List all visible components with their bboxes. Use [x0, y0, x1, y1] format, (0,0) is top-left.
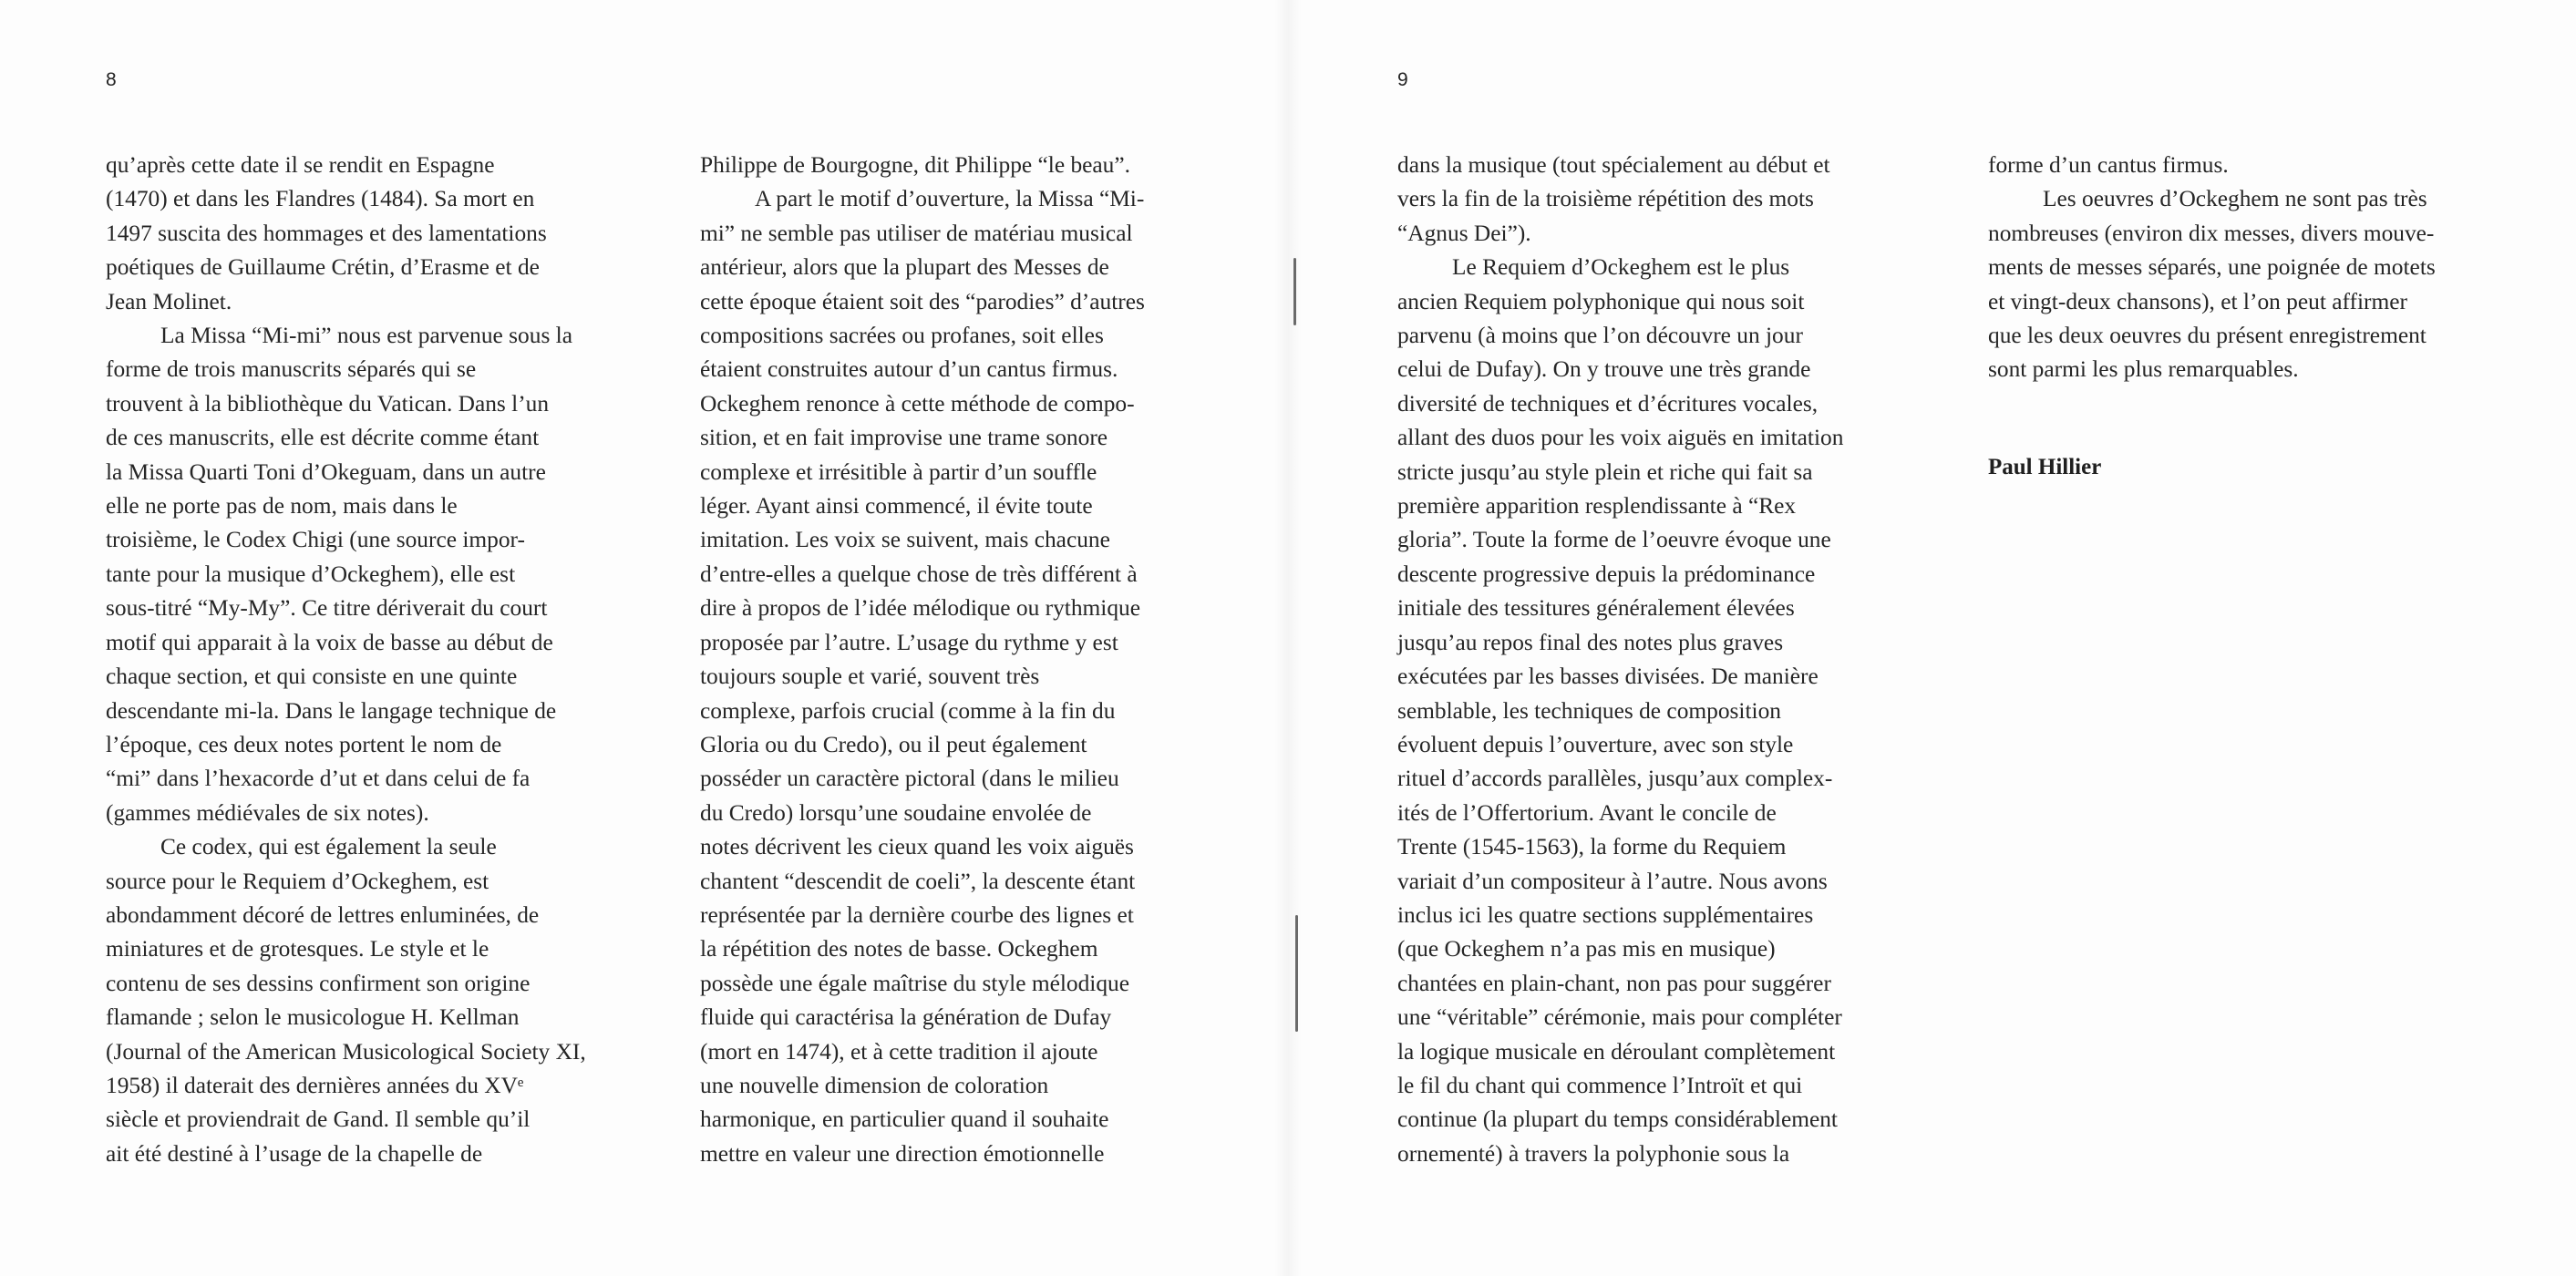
text-line: sous-titré “My-My”. Ce titre dériverait du court	[106, 595, 548, 622]
text-line: mettre en valeur une direction émotionnelle	[700, 1140, 1105, 1167]
text-line: du Credo) lorsqu’une soudaine envolée de	[700, 799, 1092, 826]
text-line: complexe, parfois crucial (comme à la fin du	[700, 697, 1116, 724]
text-line: Jean Molinet.	[106, 288, 232, 314]
staple-mark-upper	[1293, 258, 1296, 325]
text-line: descente progressive depuis la prédominance	[1397, 561, 1816, 587]
text-line: Gloria ou du Credo), ou il peut également	[700, 731, 1087, 757]
text-line: notes décrivent les cieux quand les voix aiguës	[700, 834, 1134, 860]
text-line: possède une égale maîtrise du style mélodique	[700, 970, 1130, 996]
text-line: descendante mi-la. Dans le langage technique de	[106, 697, 557, 724]
left-page-column-1	[106, 149, 616, 1171]
text-line: étaient construites autour d’un cantus firmus.	[700, 356, 1118, 383]
page-number-right: 9	[1397, 69, 1408, 90]
text-line: ments de messes séparés, une poignée de motets	[1988, 254, 2436, 281]
text-line: de ces manuscrits, elle est décrite comme étant	[106, 425, 540, 451]
text-line: tante pour la musique d’Ockeghem), elle est	[106, 561, 516, 587]
staple-mark-lower	[1295, 915, 1298, 1032]
text-line: source pour le Requiem d’Ockeghem, est	[106, 868, 489, 894]
text-line: mi” ne semble pas utiliser de matériau musical	[700, 220, 1133, 246]
text-line: toujours souple et varié, souvent très	[700, 664, 1040, 690]
text-line: troisième, le Codex Chigi (une source impor-	[106, 527, 525, 553]
text-line: représentée par la dernière courbe des lignes et	[700, 901, 1134, 928]
text-line: imitation. Les voix se suivent, mais chacune	[700, 527, 1110, 553]
text-line: abondamment décoré de lettres enluminées, de	[106, 901, 540, 928]
text-line: poétiques de Guillaume Crétin, d’Erasme et de	[106, 254, 540, 281]
text-line: (que Ockeghem n’a pas mis en musique)	[1397, 936, 1776, 962]
text-line: sition, et en fait improvise une trame sonore	[700, 425, 1108, 451]
text-line: sont parmi les plus remarquables.	[1988, 356, 2299, 383]
text-line: une nouvelle dimension de coloration	[700, 1072, 1049, 1098]
text-line: gloria”. Toute la forme de l’oeuvre évoque une	[1397, 527, 1831, 553]
text-line: vers la fin de la troisième répétition des mots	[1397, 186, 1814, 212]
text-line: compositions sacrées ou profanes, soit elles	[700, 323, 1104, 349]
text-line: inclus ici les quatre sections supplémentaires	[1397, 901, 1814, 928]
text-line: l’époque, ces deux notes portent le nom de	[106, 731, 502, 757]
text-line: ornementé) à travers la polyphonie sous la	[1397, 1140, 1790, 1167]
text-line: qu’après cette date il se rendit en Espagne	[106, 152, 495, 178]
text-line: La Missa “Mi-mi” nous est parvenue sous la	[160, 323, 572, 349]
text-line: posséder un caractère pictoral (dans le milieu	[700, 766, 1119, 792]
text-line: “mi” dans l’hexacorde d’ut et dans celui de fa	[106, 766, 531, 792]
right-page	[1288, 0, 2576, 1276]
text-line: 1497 suscita des hommages et des lamentations	[106, 220, 547, 246]
text-line: première apparition resplendissante à “Rex	[1397, 493, 1797, 520]
text-line: forme de trois manuscrits séparés qui se	[106, 356, 477, 383]
text-line: elle ne porte pas de nom, mais dans le	[106, 493, 458, 520]
text-line: chantent “descendit de coeli”, la descente étant	[700, 868, 1136, 894]
text-line: diversité de techniques et d’écritures vocales,	[1397, 390, 1819, 417]
text-line: forme d’un cantus firmus.	[1988, 152, 2229, 178]
text-line: celui de Dufay). On y trouve une très grande	[1397, 356, 1811, 383]
text-line: dire à propos de l’idée mélodique ou rythmique	[700, 595, 1140, 622]
text-line: (1470) et dans les Flandres (1484). Sa mort en	[106, 186, 535, 212]
text-line: fluide qui caractérisa la génération de Dufay	[700, 1004, 1112, 1031]
text-line: rituel d’accords parallèles, jusqu’aux complex-	[1397, 766, 1833, 792]
text-line: la répétition des notes de basse. Ockeghem	[700, 936, 1098, 962]
text-line: “Agnus Dei”).	[1397, 220, 1531, 246]
text-line: chaque section, et qui consiste en une quinte	[106, 664, 518, 690]
text-line: d’entre-elles a quelque chose de très différent à	[700, 561, 1138, 587]
text-line: Trente (1545-1563), la forme du Requiem	[1397, 834, 1787, 860]
text-line: Le Requiem d’Ockeghem est le plus	[1452, 254, 1790, 281]
text-line: Les oeuvres d’Ockeghem ne sont pas très	[2043, 186, 2427, 212]
text-line: cette époque étaient soit des “parodies” d’autres	[700, 288, 1145, 314]
text-line: ités de l’Offertorium. Avant le concile de	[1397, 799, 1777, 826]
text-line: harmonique, en particulier quand il souhaite	[700, 1106, 1109, 1133]
text-line: variait d’un compositeur à l’autre. Nous avons	[1397, 868, 1828, 894]
text-line: flamande ; selon le musicologue H. Kellman	[106, 1004, 520, 1031]
text-line: nombreuses (environ dix messes, divers mouve-	[1988, 220, 2435, 246]
text-line: jusqu’au repos final des notes plus graves	[1397, 629, 1784, 655]
text-line: que les deux oeuvres du présent enregistrement	[1988, 323, 2427, 349]
author-signature: Paul Hillier	[1988, 455, 2102, 479]
text-line: (Journal of the American Musicological Society XI,	[106, 1038, 586, 1065]
text-line: proposée par l’autre. L’usage du rythme y est	[700, 629, 1118, 655]
text-line: stricte jusqu’au style plein et riche qui fait sa	[1397, 458, 1813, 485]
text-line: (gammes médiévales de six notes).	[106, 799, 429, 826]
text-line: Philippe de Bourgogne, dit Philippe “le beau”.	[700, 152, 1130, 178]
text-line: parvenu (à moins que l’on découvre un jour	[1397, 323, 1803, 349]
text-line: complexe et irrésitible à partir d’un souffle	[700, 458, 1097, 485]
text-line: siècle et proviendrait de Gand. Il semble qu’il	[106, 1106, 531, 1133]
text-line: trouvent à la bibliothèque du Vatican. Dans l’un	[106, 390, 550, 417]
text-line: initiale des tessitures généralement élevées	[1397, 595, 1795, 622]
text-line: contenu de ses dessins confirment son origine	[106, 970, 531, 996]
text-line: dans la musique (tout spécialement au début et	[1397, 152, 1830, 178]
text-line: allant des duos pour les voix aiguës en imitation	[1397, 425, 1844, 451]
text-line: léger. Ayant ainsi commencé, il évite toute	[700, 493, 1093, 520]
text-line: exécutées par les basses divisées. De manière	[1397, 664, 1819, 690]
text-line: ancien Requiem polyphonique qui nous soit	[1397, 288, 1805, 314]
text-line: chantées en plain-chant, non pas pour suggérer	[1397, 970, 1831, 996]
text-line: A part le motif d’ouverture, la Missa “Mi-	[755, 186, 1145, 212]
text-line: ait été destiné à l’usage de la chapelle de	[106, 1140, 483, 1167]
text-line: 1958) il daterait des dernières années du XVᵉ	[106, 1072, 524, 1098]
page-number-left: 8	[106, 69, 117, 90]
text-line: Ce codex, qui est également la seule	[160, 834, 497, 860]
text-line: (mort en 1474), et à cette tradition il ajoute	[700, 1038, 1098, 1065]
text-line: miniatures et de grotesques. Le style et le	[106, 936, 489, 962]
text-line: évoluent depuis l’ouverture, avec son style	[1397, 731, 1794, 757]
text-line: antérieur, alors que la plupart des Messes de	[700, 254, 1109, 281]
text-line: semblable, les techniques de composition	[1397, 697, 1781, 724]
text-line: continue (la plupart du temps considérablement	[1397, 1106, 1838, 1133]
text-line: le fil du chant qui commence l’Introït et qui	[1397, 1072, 1803, 1098]
left-page-column-2	[700, 149, 1211, 1171]
text-line: et vingt-deux chansons), et l’on peut affirmer	[1988, 288, 2407, 314]
right-page-column-1	[1397, 149, 1908, 1171]
text-line: Ockeghem renonce à cette méthode de compo-	[700, 390, 1135, 417]
text-line: motif qui apparait à la voix de basse au début de	[106, 629, 553, 655]
text-line: la logique musicale en déroulant complètement	[1397, 1038, 1836, 1065]
right-page-column-2	[1988, 149, 2499, 387]
text-line: la Missa Quarti Toni d’Okeguam, dans un autre	[106, 458, 546, 485]
text-line: une “véritable” cérémonie, mais pour compléter	[1397, 1004, 1842, 1031]
